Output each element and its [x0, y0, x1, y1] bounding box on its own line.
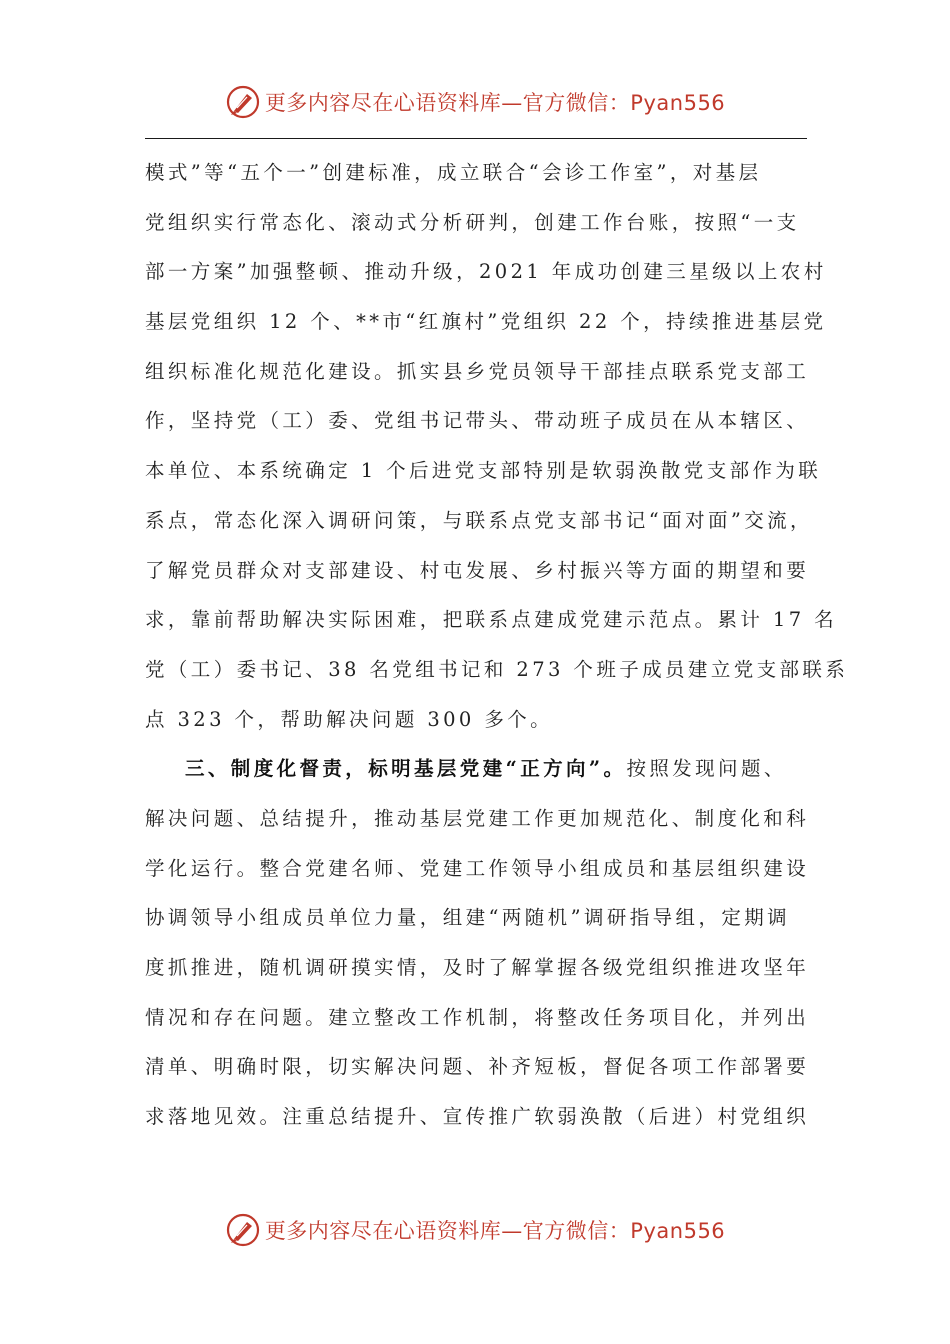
text-line: 解决问题、总结提升，推动基层党建工作更加规范化、制度化和科 [145, 806, 810, 830]
banner-text: 更多内容尽在心语资料库—官方微信：Pyan556 [264, 1219, 726, 1243]
text-line: 学化运行。整合党建名师、党建工作领导小组成员和基层组织建设 [145, 856, 810, 880]
header-divider [145, 138, 807, 139]
text-line: 点 323 个，帮助解决问题 300 多个。 [145, 707, 554, 731]
text-line: 党（工）委书记、38 名党组书记和 273 个班子成员建立党支部联系 [145, 657, 849, 681]
text-line: 求落地见效。注重总结提升、宣传推广软弱涣散（后进）村党组织 [145, 1105, 810, 1129]
pen-nib-icon [225, 1212, 261, 1248]
text-line: 情况和存在问题。建立整改工作机制，将整改任务项目化，并列出 [145, 1005, 810, 1029]
text-line: 系点，常态化深入调研问策，与联系点党支部书记“面对面”交流， [145, 508, 813, 532]
text-line: 党组织实行常态化、滚动式分析研判，创建工作台账，按照“一支 [145, 210, 800, 234]
header-banner [0, 80, 950, 124]
text-line: 模式”等“五个一”创建标准，成立联合“会诊工作室”，对基层 [145, 161, 762, 184]
text-line: 协调领导小组成员单位力量，组建“两随机”调研指导组，定期调 [145, 906, 791, 930]
text-line: 了解党员群众对支部建设、村屯发展、乡村振兴等方面的期望和要 [145, 558, 810, 582]
banner-text: 更多内容尽在心语资料库—官方微信：Pyan556 [264, 91, 726, 115]
text-line: 基层党组织 12 个、**市“红旗村”党组织 22 个，持续推进基层党 [145, 310, 827, 334]
text-line: 度抓推进，随机调研摸实情，及时了解掌握各级党组织推进攻坚年 [145, 956, 810, 979]
section-heading-line [145, 744, 811, 794]
text-line: 求，靠前帮助解决实际困难，把联系点建成党建示范点。累计 17 名 [145, 608, 838, 632]
text-line: 部一方案”加强整顿、推动升级，2021 年成功创建三星级以上农村 [145, 260, 827, 284]
text-line: 本单位、本系统确定 1 个后进党支部特别是软弱涣散党支部作为联 [145, 459, 822, 483]
pen-nib-icon [225, 84, 261, 120]
text-line: 组织标准化规范化建设。抓实县乡党员领导干部挂点联系党支部工 [145, 359, 810, 383]
heading-line-rest: 按照发现问题、 [626, 757, 787, 781]
text-line: 清单、明确时限，切实解决问题、补齐短板，督促各项工作部署要 [145, 1055, 810, 1079]
section-heading: 三、制度化督责，标明基层党建“正方向”。 [185, 757, 627, 781]
footer-banner [0, 1208, 950, 1252]
text-line: 作，坚持党（工）委、党组书记带头、带动班子成员在从本辖区、 [145, 409, 810, 433]
document-body [145, 148, 849, 1142]
